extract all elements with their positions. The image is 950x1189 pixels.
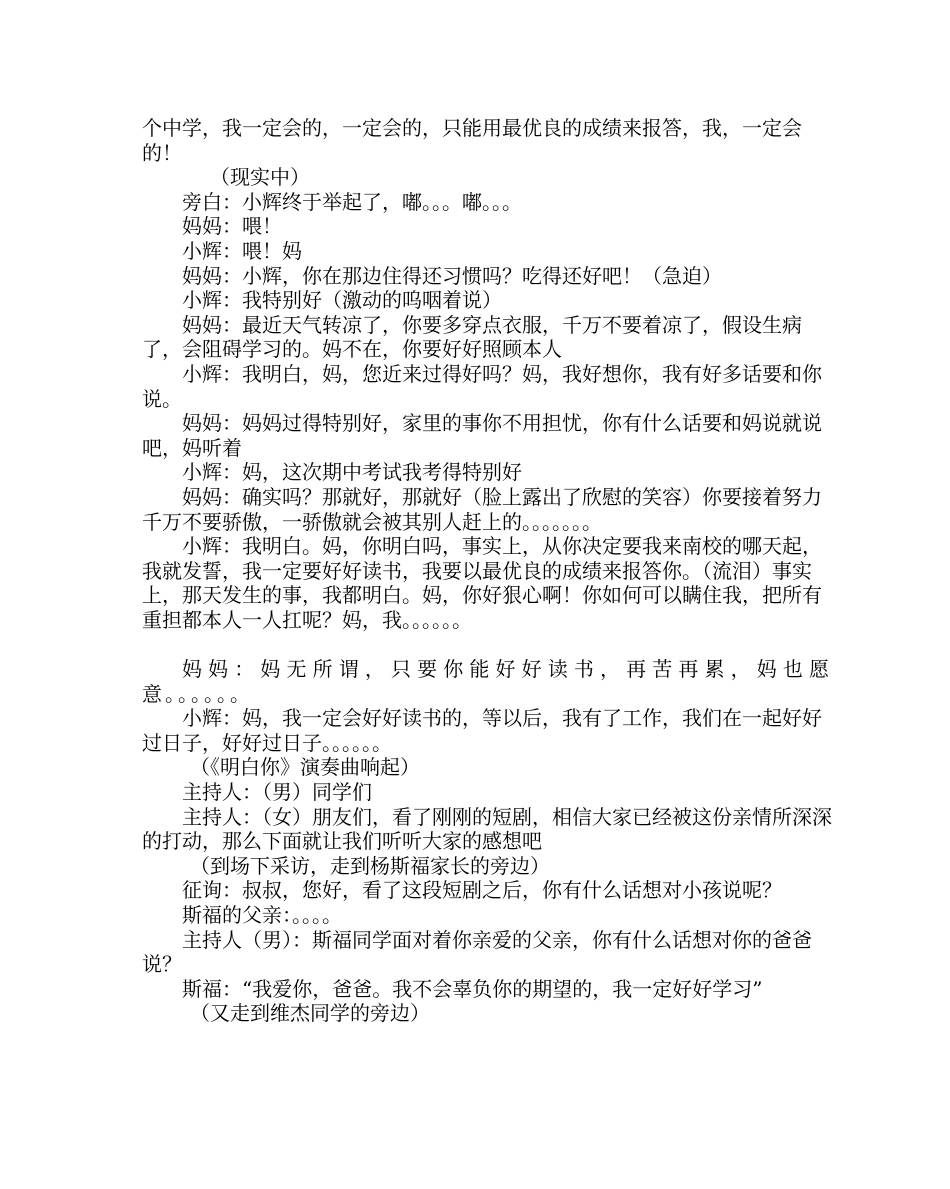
paragraph: 个中学，我一定会的，一定会的，只能用最优良的成绩来报答，我，一定会的！ bbox=[142, 116, 802, 165]
paragraph: 小辉：妈，这次期中考试我考得特别好 bbox=[182, 460, 522, 485]
paragraph: 妈妈：妈无所谓，只要你能好好读书，再苦再累，妈也愿意。。。。。。 bbox=[142, 657, 832, 706]
paragraph: 小辉：我明白，妈，您近来过得好吗？妈，我好想你，我有好多话要和你说。 bbox=[142, 361, 822, 411]
paragraph: 主持人：（男）同学们 bbox=[182, 780, 372, 805]
stage-direction: （现实中） bbox=[210, 165, 310, 190]
paragraph: 妈妈：最近天气转凉了，你要多穿点衣服，千万不要着凉了，假设生病了，会阻碍学习的。妈不在，你要好好照顾本人 bbox=[142, 312, 802, 362]
paragraph: 征询：叔叔，您好，看了这段短剧之后，你有什么话想对小孩说呢？ bbox=[182, 878, 782, 903]
paragraph: 小辉：我明白。妈，你明白吗，事实上，从你决定要我来南校的哪天起，我就发誓，我一定要好好读书，我要以最优良的成绩来报答你。（流泪）事实上，那天发生的事，我都明白。妈，你好狠心啊！你如何可以瞒住我，把所有重担都本人一人扛呢？妈，我。。。。。。 bbox=[142, 534, 822, 632]
stage-direction: （《明白你》演奏曲响起） bbox=[190, 755, 420, 780]
paragraph: 斯福：“我爱你，爸爸。我不会辜负你的期望的，我一定好好学习” bbox=[182, 976, 763, 1001]
paragraph: 妈妈：妈妈过得特别好，家里的事你不用担忧，你有什么话要和妈说就说吧，妈听着 bbox=[142, 411, 822, 460]
stage-direction: （到场下采访，走到杨斯福家长的旁边） bbox=[190, 853, 550, 878]
paragraph: 小辉：妈，我一定会好好读书的，等以后，我有了工作，我们在一起好好过日子，好好过日子。。。。。。 bbox=[142, 706, 822, 755]
paragraph: 妈妈：确实吗？那就好，那就好（脸上露出了欣慰的笑容）你要接着努力千万不要骄傲，一骄傲就会被其别人赶上的。。。。。。。 bbox=[142, 484, 822, 534]
paragraph: 小辉：我特别好（激动的呜咽着说） bbox=[182, 288, 502, 313]
paragraph: 主持人：（女）朋友们，看了刚刚的短剧，相信大家已经被这份亲情所深深的打动，那么下面就让我们听听大家的感想吧 bbox=[142, 804, 832, 854]
script-text bbox=[142, 116, 832, 1026]
paragraph: 斯福的父亲：。。。。 bbox=[182, 903, 342, 927]
paragraph: 妈妈：小辉，你在那边住得还习惯吗？吃得还好吧！（急迫） bbox=[182, 263, 722, 288]
paragraph: 妈妈：喂！ bbox=[182, 214, 282, 239]
blank-line bbox=[142, 632, 832, 657]
paragraph: 主持人（男）：斯福同学面对着你亲爱的父亲，你有什么话想对你的爸爸说？ bbox=[142, 927, 812, 977]
stage-direction: （又走到维杰同学的旁边） bbox=[190, 1001, 430, 1026]
paragraph: 旁白：小辉终于举起了，嘟。。。嘟。。。 bbox=[182, 189, 522, 214]
paragraph: 小辉：喂！妈 bbox=[182, 238, 302, 263]
